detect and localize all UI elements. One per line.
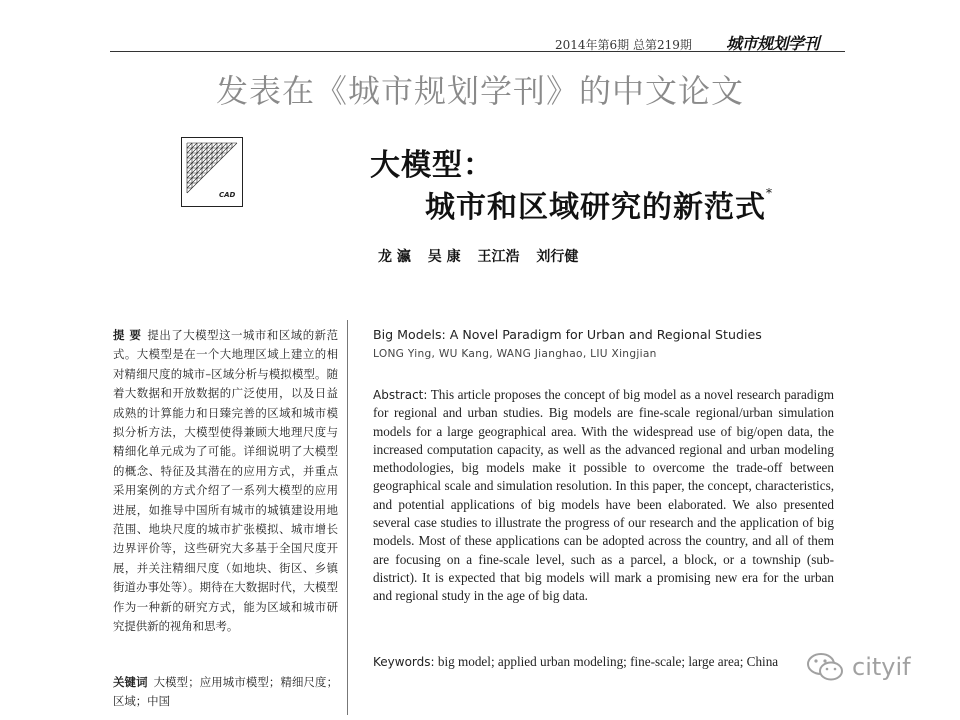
cad-label: CAD: [219, 191, 236, 199]
english-abstract-text: This article proposes the concept of big model as a novel research paradigm for regional and urban studies. Big models are fine-scale regional/urban simulation models for a large geographical area. With the widespread use of big/open data, the increased computation capacity, as well as the advanced regional and urban modeling methodologies, big models make it possible to overcome the trade-off between geographical scale and simulation resolution. In this paper, the concept, characteristics, and potential applications of big models have been elaborated. We also presented several case studies to illustrate the progress of our research and the application of big models. Most of these applications can be adopted across the country, and all of them are focusing on a fine-scale level, such as a parcel, a block, or a township (sub-district). It is expected that big models will mark a promising new era for the urban and regional study in the age of big data.: [373, 387, 835, 604]
author-name: 王江浩: [477, 249, 520, 265]
english-authors: LONG Ying, WU Kang, WANG Jianghao, LIU Xingjian: [373, 348, 657, 360]
issue-info: 2014年第6期 总第219期: [555, 38, 692, 52]
paper-title-sub: [425, 182, 773, 226]
watermark: [806, 648, 911, 686]
english-title: Big Models: A Novel Paradigm for Urban and Regional Studies: [373, 327, 762, 342]
wechat-icon: [806, 651, 846, 683]
chinese-keywords: [113, 673, 338, 712]
journal-logo: 城市规划学刊: [726, 34, 820, 53]
watermark-text: cityif: [852, 653, 911, 681]
column-divider: [347, 320, 348, 715]
chinese-abstract: [113, 326, 338, 637]
paper-title-sub-text: 城市和区域研究的新范式: [425, 190, 766, 225]
author-name: 龙 瀛: [378, 249, 411, 265]
english-abstract-label: Abstract:: [373, 388, 428, 402]
chinese-abstract-text: 提出了大模型这一城市和区域的新范式。大模型是在一个大地理区域上建立的相对精细尺度的城市–区域分析与模拟模型。随着大数据和开放数据的广泛使用，以及日益成熟的计算能力和日臻完善的区域和城市模拟分析方法，大模型使得兼顾大地理尺度与精细化单元成为了可能。详细说明了大模型的概念、特征及其潜在的应用方式，并重点采用案例的方式介绍了一系列大模型的应用进展，如推导中国所有城市的城镇建设用地范围、地块尺度的城市扩张模拟、城市增长边界评价等，这些研究大多基于全国尺度开展，并关注精细尺度（如地块、街区、乡镇街道办事处等）。期待在大数据时代，大模型作为一种新的研究方式，能为区域和城市研究提供新的视角和思考。: [113, 328, 338, 634]
english-keywords: [373, 654, 834, 670]
title-footnote-mark: *: [766, 186, 773, 200]
author-name: 刘行健: [536, 249, 579, 265]
paper-title-main: 大模型：: [370, 148, 494, 183]
slide-title: 发表在《城市规划学刊》的中文论文: [215, 72, 744, 110]
english-keywords-label: Keywords:: [373, 655, 435, 669]
chinese-abstract-label: 提 要: [113, 328, 142, 342]
author-name: 吴 康: [427, 249, 461, 265]
chinese-keywords-label: 关键词: [113, 675, 148, 689]
english-keywords-text: big model; applied urban modeling; fine-scale; large area; China: [437, 654, 779, 669]
author-list: [378, 246, 590, 266]
chinese-keywords-text: 大模型；应用城市模型；精细尺度；区域；中国: [113, 675, 338, 709]
english-abstract: [373, 386, 834, 606]
